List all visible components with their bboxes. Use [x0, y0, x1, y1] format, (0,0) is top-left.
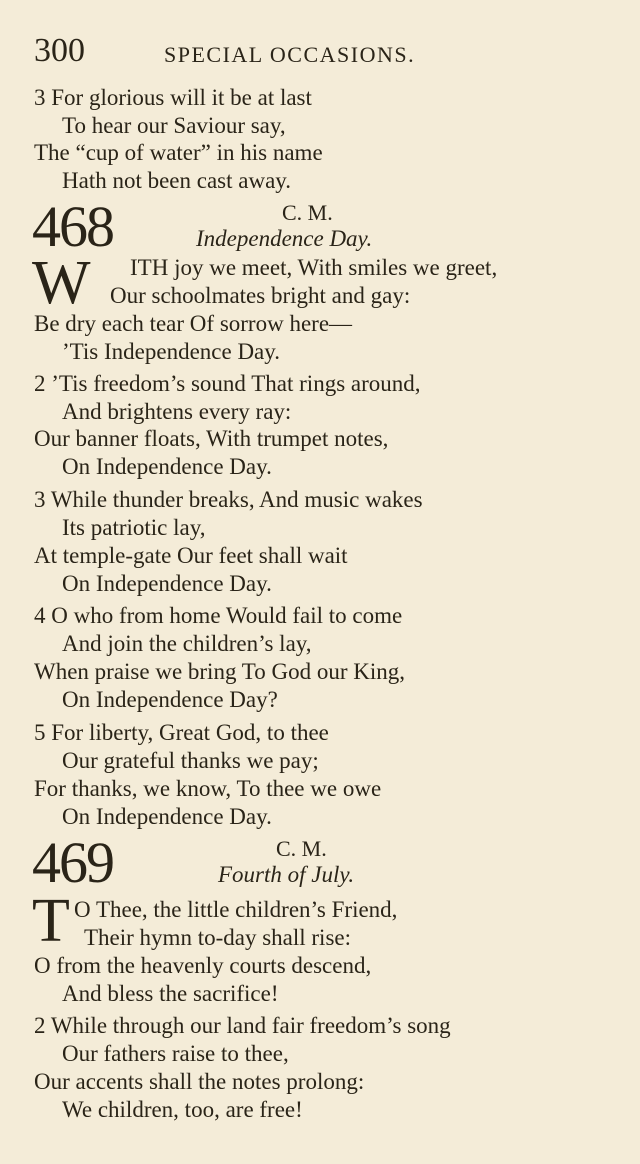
verse-line: On Independence Day? — [62, 687, 278, 712]
verse-line: 4 O who from home Would fail to come — [34, 603, 403, 628]
verse-line: To hear our Saviour say, — [62, 113, 286, 138]
verse-line: Our banner floats, With trumpet notes, — [34, 426, 389, 451]
verse-line: Our fathers raise to thee, — [62, 1041, 289, 1066]
verse-line: On Independence Day. — [62, 571, 272, 596]
verse-line: On Independence Day. — [62, 454, 272, 479]
verse-line: And bless the sacrifice! — [62, 981, 279, 1006]
verse-line: And join the children’s lay, — [62, 631, 312, 656]
verse-line: When praise we bring To God our King, — [34, 659, 405, 684]
hymn-meter: C. M. — [276, 836, 327, 861]
verse-line: We children, too, are free! — [62, 1097, 303, 1122]
page-number: 300 — [34, 32, 85, 69]
verse-line: Their hymn to-day shall rise: — [84, 925, 351, 950]
verse-line: On Independence Day. — [62, 804, 272, 829]
verse-line: 5 For liberty, Great God, to thee — [34, 720, 329, 745]
page-header — [34, 32, 620, 72]
verse-line: Our schoolmates bright and gay: — [110, 283, 411, 308]
verse-line: 2 While through our land fair freedom’s song — [34, 1013, 451, 1038]
verse-line: Its patriotic lay, — [62, 515, 206, 540]
verse-line: O Thee, the little children’s Friend, — [74, 897, 398, 922]
verse-line: For thanks, we know, To thee we owe — [34, 776, 382, 801]
verse-line: 2 ’Tis freedom’s sound That rings around, — [34, 371, 421, 396]
verse-line: At temple-gate Our feet shall wait — [34, 543, 348, 568]
verse-line: Hath not been cast away. — [62, 168, 292, 193]
verse-line: 3 While thunder breaks, And music wakes — [34, 487, 423, 512]
verse-line: The “cup of water” in his name — [34, 140, 323, 165]
verse-line: Our accents shall the notes prolong: — [34, 1069, 365, 1094]
verse-line: ’Tis Independence Day. — [62, 339, 281, 364]
verse-line: Our grateful thanks we pay; — [62, 748, 319, 773]
drop-cap: W — [32, 249, 91, 317]
verse-line: 3 For glorious will it be at last — [34, 85, 312, 110]
hymn-number: 468 — [32, 194, 113, 259]
running-head: SPECIAL OCCASIONS. — [164, 42, 416, 67]
hymn-meter: C. M. — [282, 200, 333, 225]
verse-line: Be dry each tear Of sorrow here— — [34, 311, 353, 336]
verse-line: O from the heavenly courts descend, — [34, 953, 372, 978]
hymn-occasion: Fourth of July. — [218, 862, 355, 887]
drop-cap: T — [32, 887, 70, 955]
hymn-occasion: Independence Day. — [196, 226, 373, 251]
verse-line: ITH joy we meet, With smiles we greet, — [130, 255, 498, 280]
verse-line: And brightens every ray: — [62, 399, 292, 424]
hymn-number: 469 — [32, 830, 113, 895]
